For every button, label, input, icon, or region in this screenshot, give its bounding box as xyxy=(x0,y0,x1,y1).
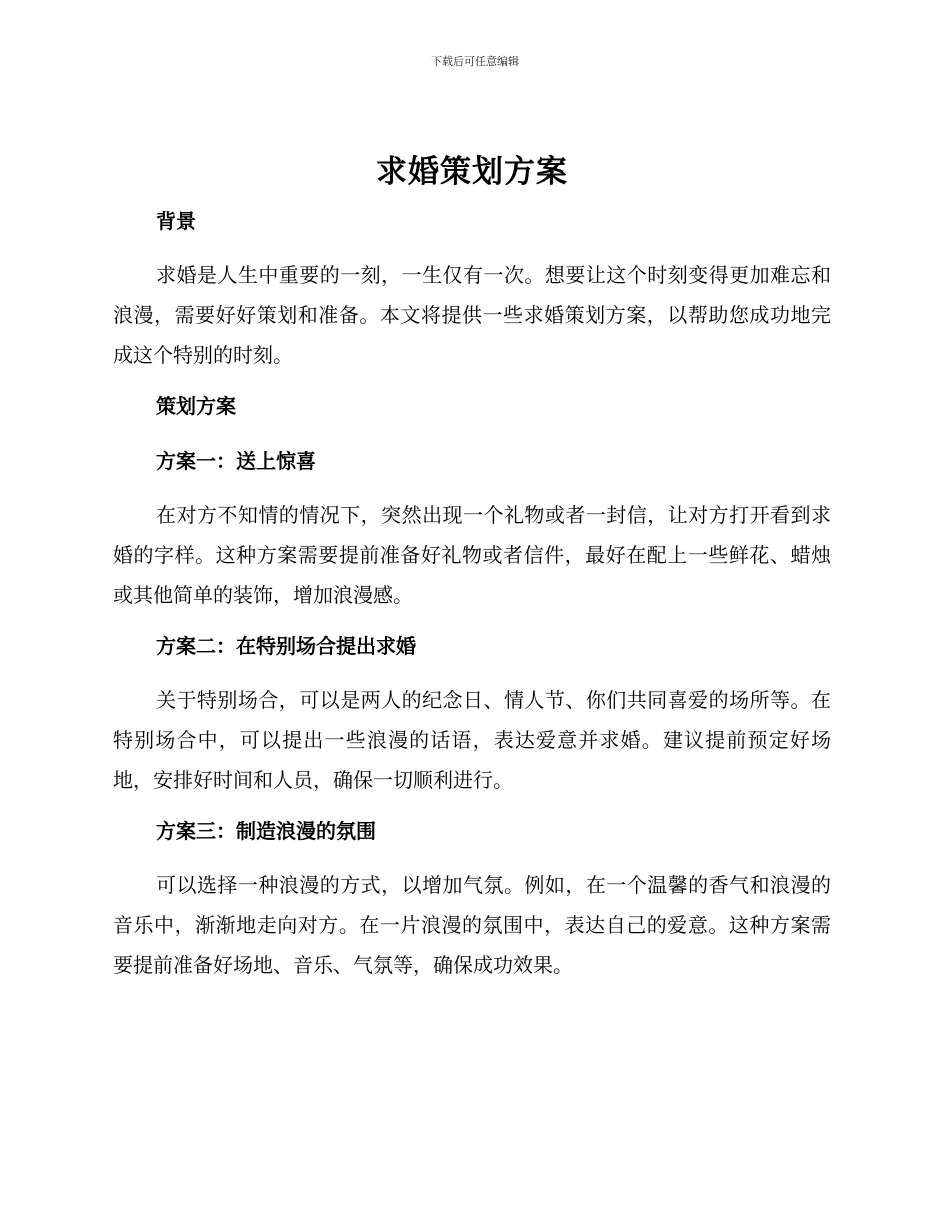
document-body xyxy=(113,146,831,985)
plan2-heading: 方案二：在特别场合提出求婚 xyxy=(156,634,416,658)
plan1-heading: 方案一：送上惊喜 xyxy=(156,449,316,473)
plan3-paragraph: 可以选择一种浪漫的方式，以增加气氛。例如，在一个温馨的香气和浪漫的音乐中，渐渐地走向对方。在一片浪漫的氛围中，表达自己的爱意。这种方案需要提前准备好场地、音乐、气氛等，确保成功效果。 xyxy=(113,873,831,977)
plan3-heading: 方案三：制造浪漫的氛围 xyxy=(156,819,376,843)
plan-heading: 策划方案 xyxy=(156,394,236,418)
plan1-paragraph: 在对方不知情的情况下，突然出现一个礼物或者一封信，让对方打开看到求婚的字样。这种方案需要提前准备好礼物或者信件，最好在配上一些鲜花、蜡烛或其他简单的装饰，增加浪漫感。 xyxy=(113,503,831,607)
background-paragraph: 求婚是人生中重要的一刻，一生仅有一次。想要让这个时刻变得更加难忘和浪漫，需要好好策划和准备。本文将提供一些求婚策划方案，以帮助您成功地完成这个特别的时刻。 xyxy=(113,263,831,367)
background-heading: 背景 xyxy=(156,209,196,233)
plan2-paragraph: 关于特别场合，可以是两人的纪念日、情人节、你们共同喜爱的场所等。在特别场合中，可以提出一些浪漫的话语，表达爱意并求婚。建议提前预定好场地，安排好时间和人员，确保一切顺利进行。 xyxy=(113,688,831,792)
page-title: 求婚策划方案 xyxy=(376,154,568,190)
header-note: 下载后可任意编辑 xyxy=(431,55,519,68)
